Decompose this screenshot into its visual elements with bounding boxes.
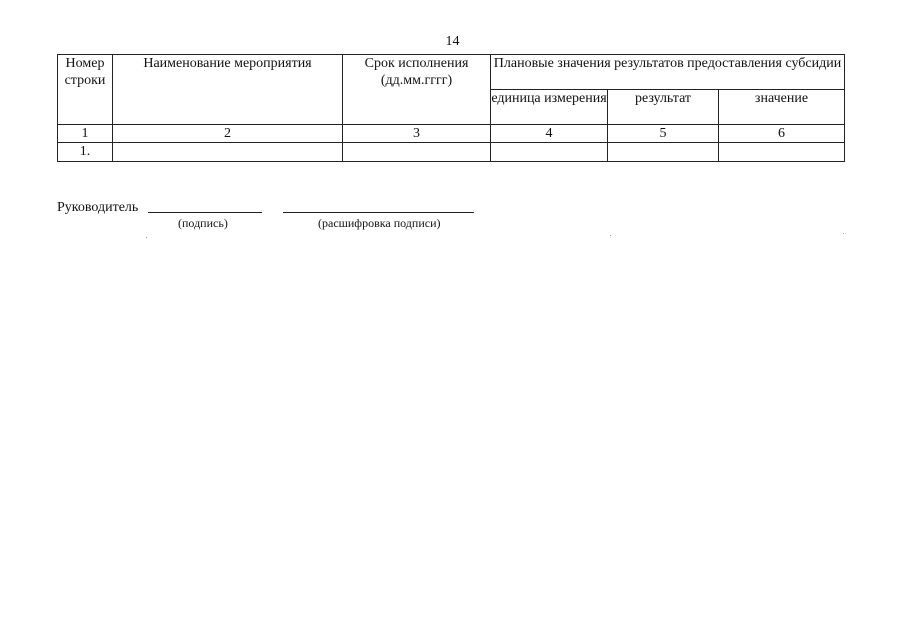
- column-number: 4: [491, 125, 608, 143]
- event-cell: [113, 143, 343, 162]
- column-number: 3: [343, 125, 491, 143]
- header-unit: единица измерения: [491, 90, 608, 125]
- page-number: 14: [445, 34, 460, 49]
- signature-label: Руководитель: [57, 200, 139, 215]
- column-number: 2: [113, 125, 343, 143]
- result-cell: [608, 143, 719, 162]
- scan-speck: [843, 233, 844, 234]
- column-number: 1: [58, 125, 113, 143]
- header-deadline: Срок исполнения (дд.мм.гггг): [343, 55, 491, 125]
- scan-speck: [610, 235, 611, 236]
- header-result: результат: [608, 90, 719, 125]
- table-header-row: [58, 55, 845, 90]
- table-row: [58, 143, 845, 162]
- signature-decoding-line: [283, 212, 474, 213]
- column-number: 6: [719, 125, 845, 143]
- scan-speck: [146, 237, 147, 238]
- header-event-name: Наименование мероприятия: [113, 55, 343, 125]
- column-number: 5: [608, 125, 719, 143]
- header-value: значение: [719, 90, 845, 125]
- signature-caption: (подпись): [178, 216, 228, 230]
- planned-values-table: [57, 54, 845, 162]
- signature-decoding-caption: (расшифровка подписи): [318, 216, 441, 230]
- header-planned-values: Плановые значения результатов предоставления субсидии: [491, 55, 845, 90]
- signature-line: [148, 212, 262, 213]
- column-number-row: [58, 125, 845, 143]
- header-row-number: Номер строки: [58, 55, 113, 125]
- row-number-cell: 1.: [58, 143, 113, 162]
- unit-cell: [491, 143, 608, 162]
- value-cell: [719, 143, 845, 162]
- deadline-cell: [343, 143, 491, 162]
